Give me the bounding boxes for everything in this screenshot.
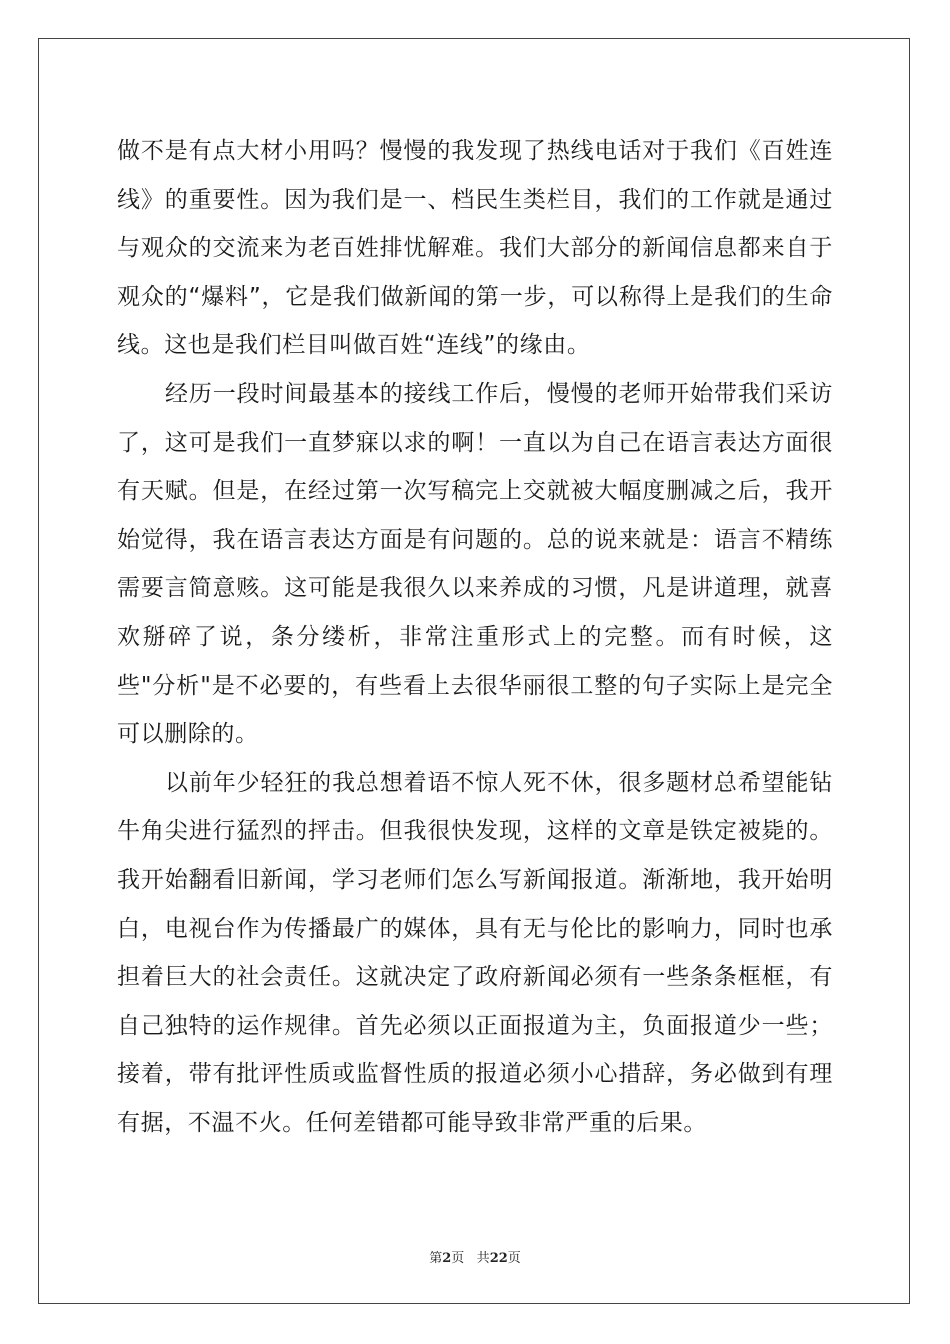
page-number: 2 <box>442 1251 452 1266</box>
total-pages: 22 <box>489 1251 508 1266</box>
page-suffix: 页 <box>451 1251 465 1266</box>
total-prefix: 共 <box>476 1251 490 1266</box>
paragraph-2: 经历一段时间最基本的接线工作后，慢慢的老师开始带我们采访了，这可是我们一直梦寐以求的啊！一直以为自己在语言表达方面很有天赋。但是，在经过第一次写稿完上交就被大幅度删减之后，我开始觉得，我在语言表达方面是有问题的。总的说来就是：语言不精练需要言简意赅。这可能是我很久以来养成的习惯，凡是讲道理，就喜欢掰碎了说，条分缕析，非常注重形式上的完整。而有时候，这些"分析"是不必要的，有些看上去很华丽很工整的句子实际上是完全可以删除的。 <box>117 380 833 748</box>
page-footer <box>0 1247 950 1266</box>
document-body <box>117 127 833 1147</box>
paragraph-1: 做不是有点大材小用吗？慢慢的我发现了热线电话对于我们《百姓连线》的重要性。因为我们是一、档民生类栏目，我们的工作就是通过与观众的交流来为老百姓排忧解难。我们大部分的新闻信息都来自于观众的“爆料”，它是我们做新闻的第一步，可以称得上是我们的生命线。这也是我们栏目叫做百姓“连线”的缘由。 <box>117 138 833 359</box>
paragraph-3: 以前年少轻狂的我总想着语不惊人死不休，很多题材总希望能钻牛角尖进行猛烈的抨击。但我很快发现，这样的文章是铁定被毙的。我开始翻看旧新闻，学习老师们怎么写新闻报道。渐渐地，我开始明白，电视台作为传播最广的媒体，具有无与伦比的影响力，同时也承担着巨大的社会责任。这就决定了政府新闻必须有一些条条框框，有自己独特的运作规律。首先必须以正面报道为主，负面报道少一些；接着，带有批评性质或监督性质的报道必须小心措辞，务必做到有理有据，不温不火。任何差错都可能导致非常严重的后果。 <box>117 769 833 1136</box>
total-suffix: 页 <box>507 1251 521 1266</box>
page-prefix: 第 <box>429 1251 443 1266</box>
